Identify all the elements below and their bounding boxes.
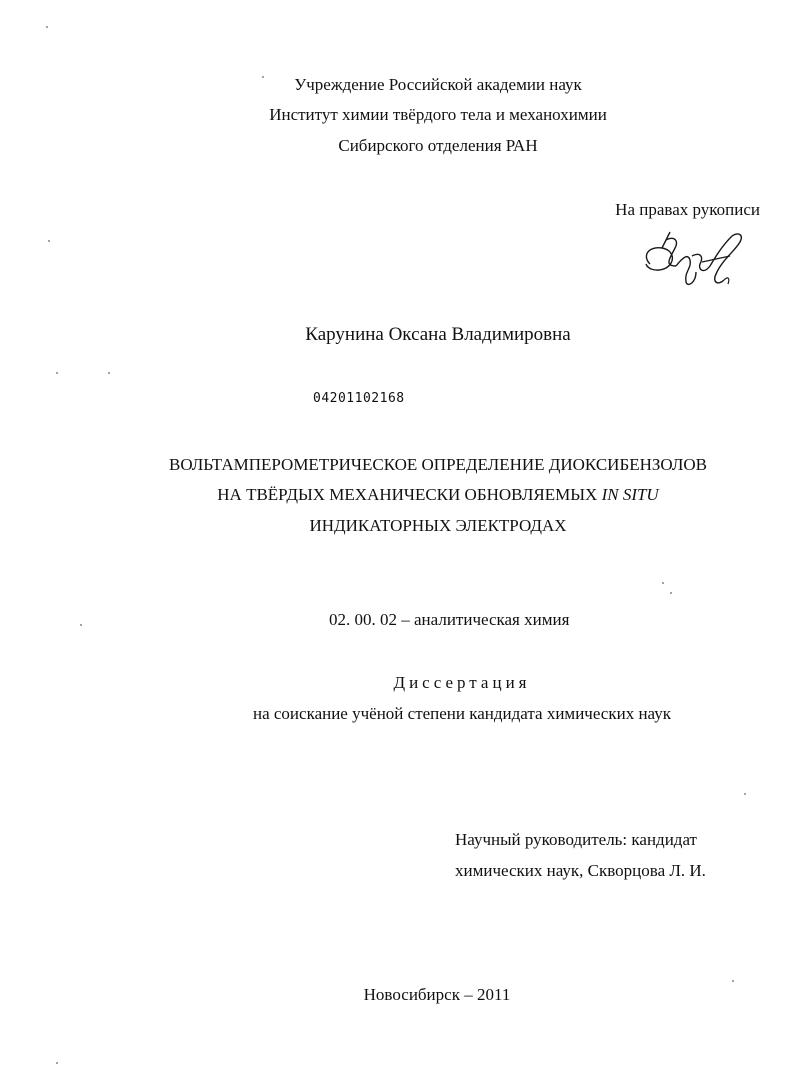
scan-speck — [56, 1062, 58, 1064]
city-year: Новосибирск – 2011 — [363, 985, 511, 1004]
institution-line-2: Институт химии твёрдого тела и механохимии — [269, 105, 607, 124]
scan-speck — [732, 980, 734, 982]
scan-speck — [56, 372, 58, 374]
scan-speck — [670, 592, 672, 594]
document-type: Диссертация — [393, 673, 531, 692]
advisor-line-1: Научный руководитель: кандидат — [455, 830, 697, 849]
thesis-title-in-situ: IN SITU — [601, 485, 659, 504]
thesis-title-line-3: ИНДИКАТОРНЫХ ЭЛЕКТРОДАХ — [309, 516, 567, 535]
thesis-title-line-1: ВОЛЬТАМПЕРОМЕТРИЧЕСКОЕ ОПРЕДЕЛЕНИЕ ДИОКСИБЕНЗОЛОВ — [169, 455, 707, 474]
scan-speck — [80, 624, 82, 626]
specialty-code: 02. 00. 02 – аналитическая химия — [329, 610, 570, 629]
author-name: Карунина Оксана Владимировна — [305, 324, 571, 345]
institution-line-3: Сибирского отделения РАН — [338, 136, 538, 155]
thesis-title-line-2 — [0, 485, 792, 505]
scan-speck — [262, 76, 264, 78]
thesis-title-line-2-text: НА ТВЁРДЫХ МЕХАНИЧЕСКИ ОБНОВЛЯЕМЫХ — [217, 485, 602, 504]
advisor-line-2: химических наук, Скворцова Л. И. — [455, 861, 706, 880]
scan-speck — [48, 240, 50, 242]
registration-code: 04201102168 — [313, 391, 405, 406]
scan-speck — [46, 26, 48, 28]
institution-line-1: Учреждение Российской академии наук — [294, 75, 582, 94]
scan-speck — [662, 582, 664, 584]
signature-image — [640, 226, 752, 290]
degree-statement: на соискание учёной степени кандидата химических наук — [252, 704, 671, 723]
scan-speck — [108, 372, 110, 374]
manuscript-rights-note: На правах рукописи — [615, 200, 760, 219]
scan-speck — [744, 793, 746, 795]
